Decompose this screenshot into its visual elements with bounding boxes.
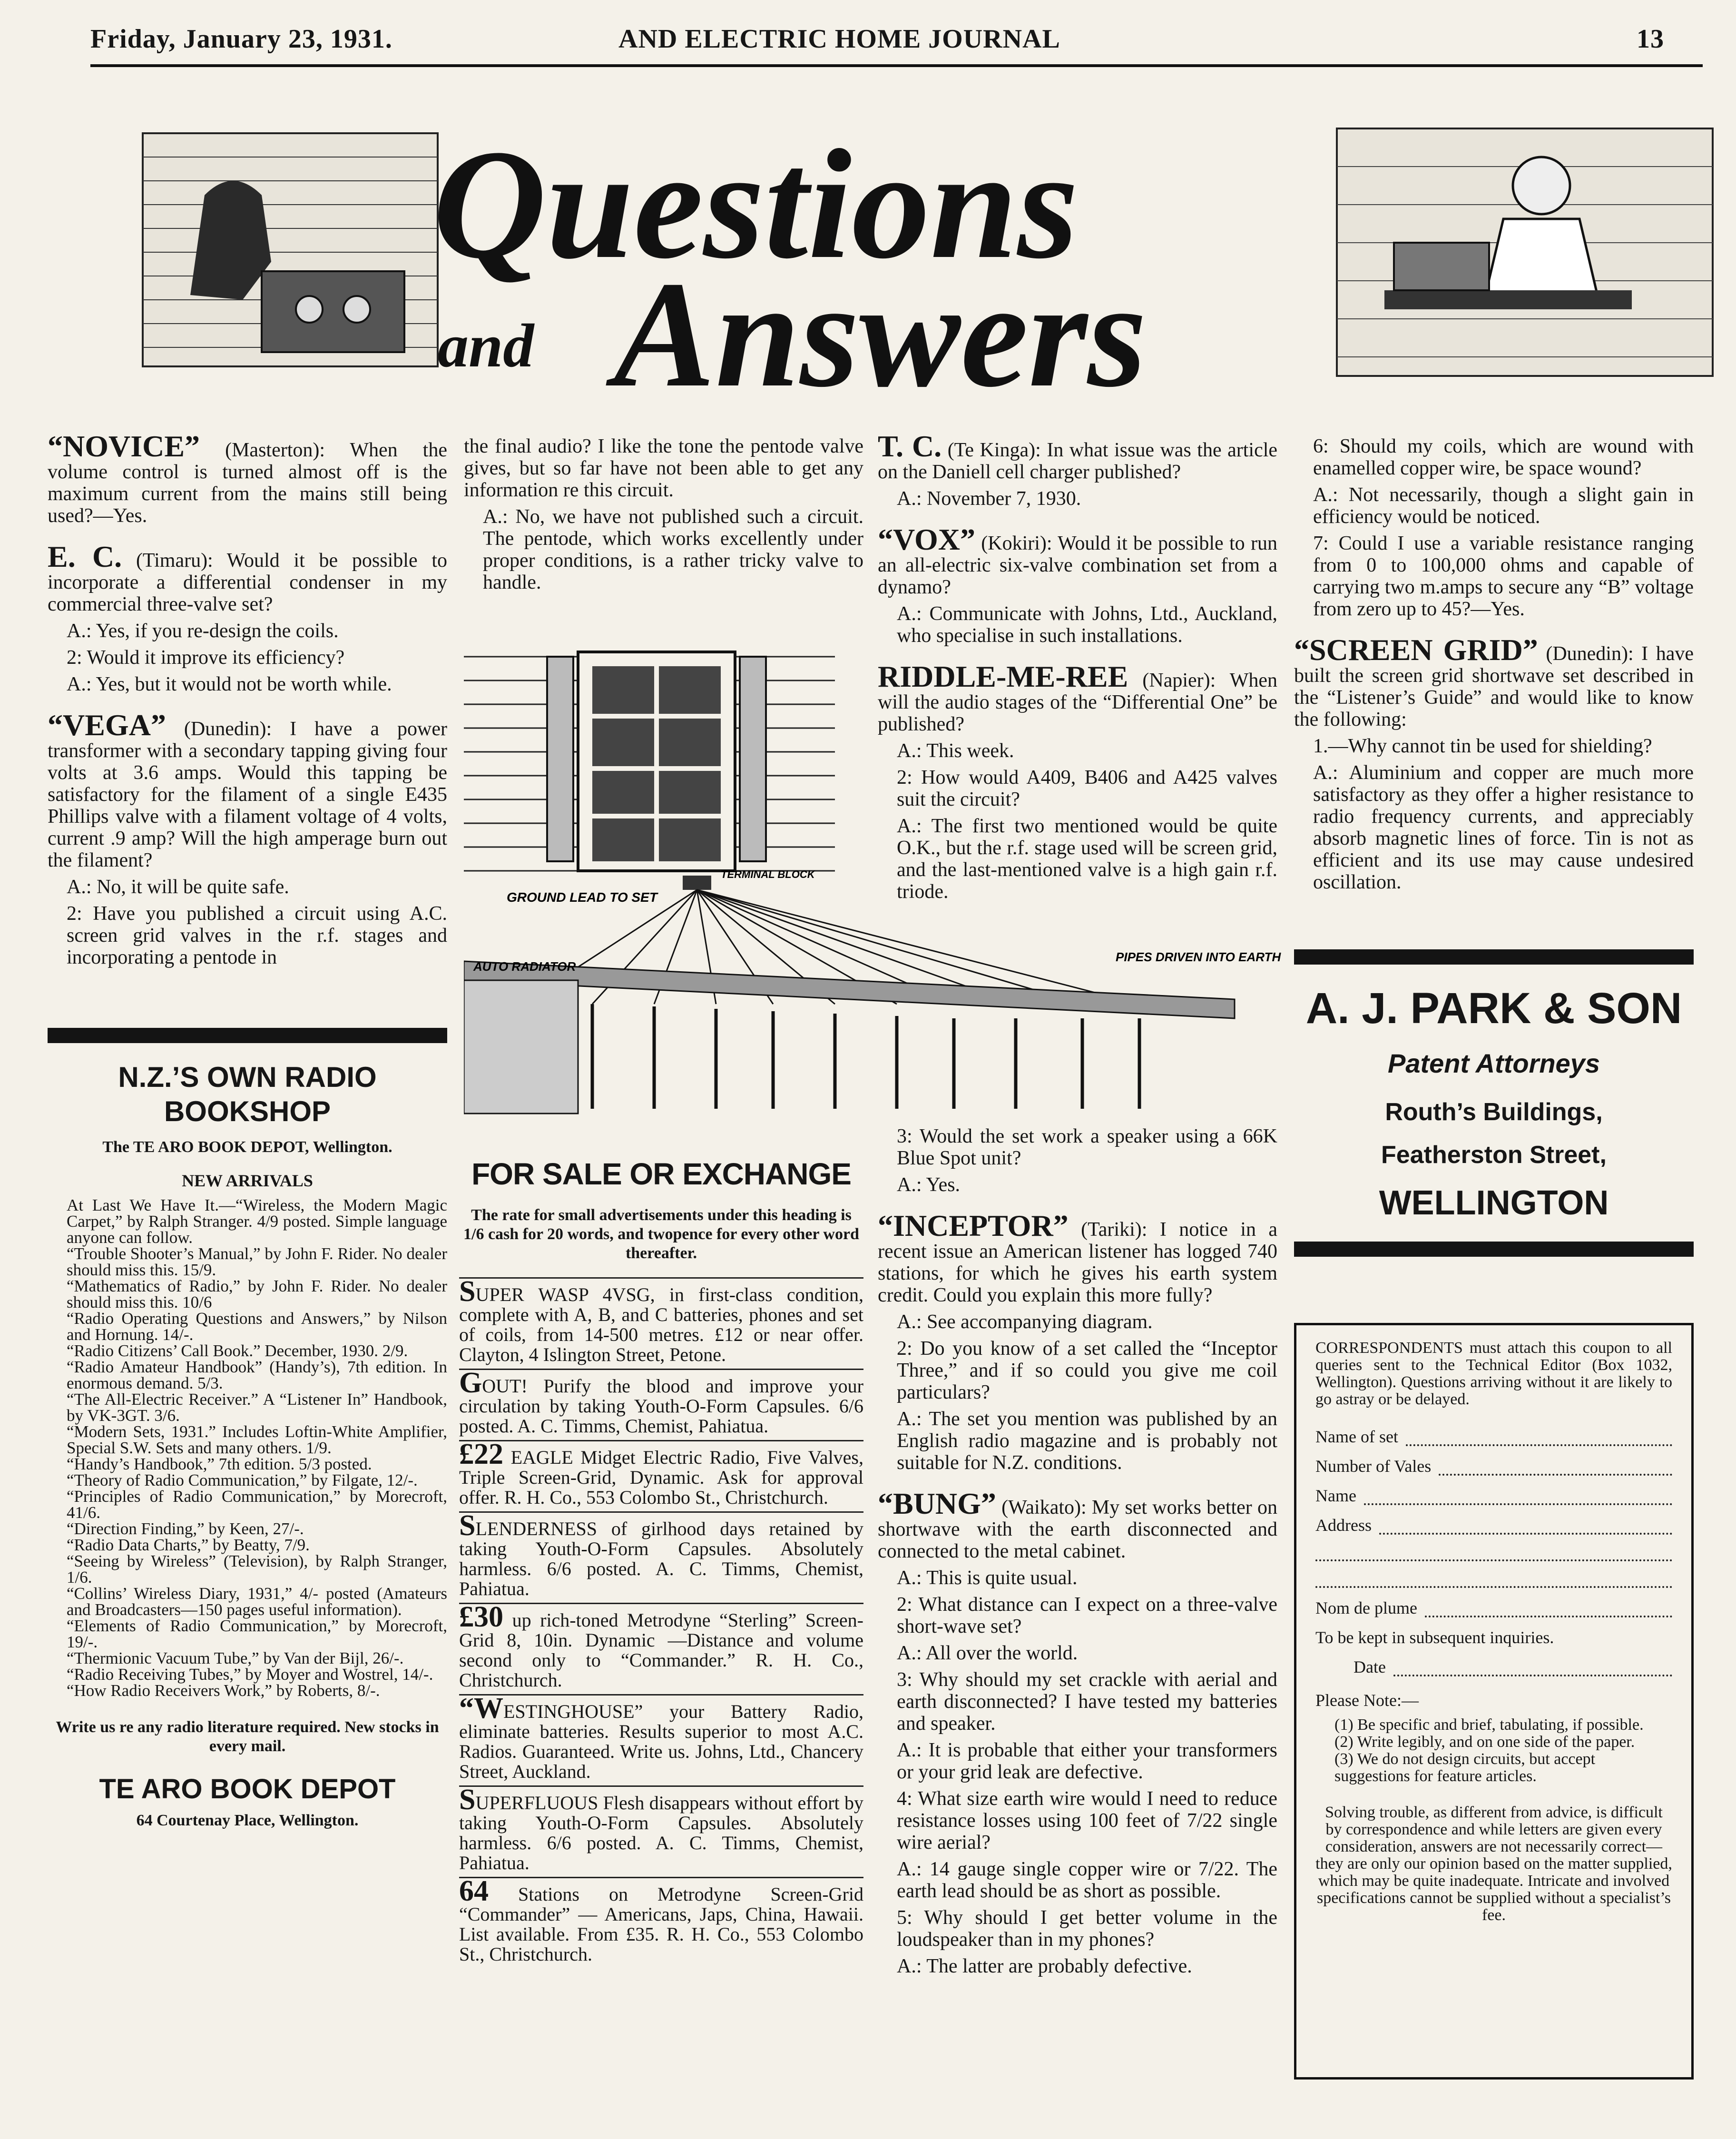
ad-lead: S xyxy=(459,1509,476,1542)
query-novice-text: (Masterton): When the volume control is turned almost off is the maximum current from the mains still being used?—Yes. xyxy=(48,439,447,527)
book-item: “Principles of Radio Communication,” by Morecroft, 41/6. xyxy=(67,1487,447,1522)
ad-text: EAGLE Midget Electric Radio, Five Valves, Triple Screen-Grid, Dynamic. Ask for approval offer. R. H. Co., 553 Colombo St., Christchurch. xyxy=(459,1447,863,1508)
coupon-field-plume[interactable] xyxy=(1425,1601,1672,1617)
classified-ad xyxy=(459,1440,863,1511)
coupon-label-address: Address xyxy=(1315,1516,1372,1535)
park-role: Patent Attorneys xyxy=(1387,1048,1600,1078)
coupon-field-address-3[interactable] xyxy=(1315,1572,1672,1588)
column-3-top xyxy=(878,429,1278,907)
query-inceptor-answer-1: A.: See accompanying diagram. xyxy=(897,1311,1153,1333)
query-inceptor-answer-2: A.: The set you mention was published by an English radio magazine and is probably not suitable for N.Z. conditions. xyxy=(897,1408,1277,1474)
bookshop-subtitle: The TE ARO BOOK DEPOT, Wellington. xyxy=(102,1138,392,1156)
bookshop-footer-note: Write us re any radio literature required. New stocks in every mail. xyxy=(56,1718,439,1755)
depot-name: TE ARO BOOK DEPOT xyxy=(99,1774,396,1804)
coupon-field-name[interactable] xyxy=(1364,1489,1672,1505)
vega-continuation: the final audio? I like the tone the pentode valve gives, but so far have not been able to get any information re this circuit. xyxy=(464,435,863,501)
terminal-block xyxy=(683,876,711,890)
page-number: 13 xyxy=(1637,24,1664,54)
depot-address: 64 Courtenay Place, Wellington. xyxy=(136,1812,359,1829)
banner-title-answers: Answers xyxy=(614,250,1147,404)
book-item: “Seeing by Wireless” (Television), by Ralph Stranger, 1/6. xyxy=(67,1552,447,1587)
park-city: WELLINGTON xyxy=(1379,1184,1609,1222)
query-bung-answer-5: A.: The latter are probably defective. xyxy=(897,1955,1192,1977)
book-item: “Radio Receiving Tubes,” by Moyer and Wostrel, 14/-. xyxy=(67,1665,433,1684)
park-bottom-bar xyxy=(1294,1242,1694,1257)
classified-ad xyxy=(459,1277,863,1369)
coupon-please-note: Please Note:— xyxy=(1315,1691,1419,1710)
query-vega-answer-1: A.: No, it will be quite safe. xyxy=(67,876,289,898)
radio-listener-illustration xyxy=(143,133,438,366)
query-vox-text: (Kokiri): Would it be possible to run an all-electric six-valve combination set from a dynamo? xyxy=(878,532,1277,598)
ad-text: ESTINGHOUSE” your Battery Radio, eliminate batteries. Results superior to most A.C. Radios. Guaranteed. Write us. Johns, Ltd., Chancery Street, Auckland. xyxy=(459,1701,863,1782)
query-vox-answer: A.: Communicate with Johns, Ltd., Auckland, who specialise in such installations. xyxy=(897,603,1277,647)
coupon-field-address[interactable] xyxy=(1379,1518,1672,1535)
park-building: Routh’s Buildings, xyxy=(1385,1098,1603,1126)
ad-text: up rich-toned Metrodyne “Sterling” Screen-Grid 8, 10in. Dynamic —Distance and volume second only to “Commander.” R. H. Co., Christchurch. xyxy=(459,1609,863,1691)
ad-text: Stations on Metrodyne Screen-Grid “Commander” — Americans, Japs, China, Hawaii. List available. From £35. R. H. Co., 553 Colombo St., Christchurch. xyxy=(459,1883,863,1965)
new-arrivals-heading: NEW ARRIVALS xyxy=(182,1171,313,1190)
classified-ad xyxy=(459,1877,863,1968)
column-2 xyxy=(464,435,863,598)
query-tc-text: (Te Kinga): In what issue was the article on the Daniell cell charger published? xyxy=(878,439,1278,483)
query-ec-name: E. C. xyxy=(48,540,122,573)
coupon-field-date[interactable] xyxy=(1393,1660,1672,1676)
coupon-label-date: Date xyxy=(1353,1657,1386,1676)
label-pipes: PIPES DRIVEN INTO EARTH xyxy=(1116,950,1281,964)
ad-lead: 64 xyxy=(459,1875,489,1907)
book-item: “Thermionic Vacuum Tube,” by Van der Bijl, 26/-. xyxy=(67,1649,404,1667)
query-bung-answer-4: A.: 14 gauge single copper wire or 7/22. The earth lead should be as short as possible. xyxy=(897,1858,1277,1902)
banner-title-and: and xyxy=(438,312,534,380)
banner-title-questions: Questions xyxy=(433,118,1079,291)
coupon-label-name: Name xyxy=(1315,1486,1356,1505)
label-terminal-block: TERMINAL BLOCK xyxy=(721,868,815,880)
query-bung-text: (Waikato): My set works better on shortwave with the earth disconnected and connected to the metal cabinet. xyxy=(878,1497,1278,1562)
book-item: “Radio Operating Questions and Answers,” by Nilson and Hornung. 14/-. xyxy=(67,1309,447,1344)
bookshop-title: N.Z.’S OWN RADIO BOOKSHOP xyxy=(118,1061,377,1127)
questions-answers-banner xyxy=(138,100,1717,404)
park-name: A. J. PARK & SON xyxy=(1305,984,1682,1033)
park-street: Featherston Street, xyxy=(1381,1141,1607,1169)
book-item: “Trouble Shooter’s Manual,” by John F. Rider. No dealer should miss this. 15/9. xyxy=(67,1244,447,1279)
query-inceptor-text: (Tariki): I notice in a recent issue an American listener has logged 740 stations, for which he gives his earth system credit. Could you explain this more fully? xyxy=(878,1219,1278,1306)
book-item: “Mathematics of Radio,” by John F. Rider. No dealer should miss this. 10/6 xyxy=(67,1277,447,1311)
ad-text: LENDERNESS of girlhood days retained by taking Youth-O-Form Capsules. Absolutely harmless. 6/6 posted. A. C. Timms, Chemist, Pahiatua. xyxy=(459,1518,863,1599)
query-bung-answer-1: A.: This is quite usual. xyxy=(897,1567,1078,1589)
classified-ad xyxy=(459,1603,863,1694)
query-riddle-name: RIDDLE-ME-REE xyxy=(878,660,1128,693)
coupon-plume-note: To be kept in subsequent inquiries. xyxy=(1315,1628,1554,1647)
query-bung-question-2: 2: What distance can I expect on a three-valve short-wave set? xyxy=(897,1594,1277,1637)
coupon-note-item: (1) Be specific and brief, tabulating, if possible. xyxy=(1334,1716,1644,1734)
query-bung-answer-3: A.: It is probable that either your transformers or your grid leak are defective. xyxy=(897,1739,1277,1783)
query-screen-grid-answer-1: A.: Aluminium and copper are much more satisfactory as they offer a higher resistance to radio frequency currents, and appreciably absorb magnetic lines of force. Tin is not as efficient and its use may cause undesired oscillation. xyxy=(1313,762,1694,893)
query-riddle-answer-1: A.: This week. xyxy=(897,740,1014,762)
query-vox-name: “VOX” xyxy=(878,522,975,556)
query-screen-grid-name: “SCREEN GRID” xyxy=(1294,633,1538,667)
correspondents-coupon xyxy=(1294,1323,1694,2080)
shutter-right xyxy=(740,657,766,861)
query-riddle-answer-2: A.: The first two mentioned would be quite O.K., but the r.f. stage used will be screen grid, and the last-mentioned valve is a high gain r.f. triode. xyxy=(897,815,1277,903)
q7: 7: Could I use a variable resistance ranging from 0 to 100,000 ohms and capable of carrying two m.amps to secure any “B” voltage from zero up to 45?—Yes. xyxy=(1313,532,1694,620)
technician-illustration xyxy=(1337,128,1713,376)
header-title: AND ELECTRIC HOME JOURNAL xyxy=(618,24,1060,54)
book-item: “Elements of Radio Communication,” by Morecroft, 19/-. xyxy=(67,1617,447,1651)
coupon-footer: Solving trouble, as different from advice, is difficult by correspondence and while letters are given every consideration, answers are not necessarily correct—they are only our opinion based on the matter supplied, which may be quite inadequate. Intricate and involved specifications cannot be supplied without a specialist’s fee. xyxy=(1315,1804,1672,1924)
classified-ad xyxy=(459,1511,863,1603)
column-1 xyxy=(48,429,448,973)
ad-text: OUT! Purify the blood and improve your circulation by taking Youth-O-Form Capsules. 6/6 posted. A. C. Timms, Chemist, Pahiatua. xyxy=(459,1375,863,1437)
book-item: At Last We Have It.—“Wireless, the Modern Magic Carpet,” by Ralph Stranger. 4/9 posted. Simple language anyone can follow. xyxy=(67,1196,447,1247)
query-vega-question-2: 2: Have you published a circuit using A.C. screen grid valves in the r.f. stages and incorporating a pentode in xyxy=(67,903,447,968)
query-riddle-question-3: 3: Would the set work a speaker using a 66K Blue Spot unit? xyxy=(897,1125,1277,1169)
label-ground-lead: GROUND LEAD TO SET xyxy=(507,890,657,905)
coupon-label-valves: Number of Vales xyxy=(1315,1457,1432,1476)
for-sale-title: FOR SALE OR EXCHANGE xyxy=(471,1157,851,1191)
query-riddle-question-2: 2: How would A409, B406 and A425 valves suit the circuit? xyxy=(897,767,1277,810)
query-riddle-answer-3: A.: Yes. xyxy=(897,1174,961,1196)
query-ec-answer-1: A.: Yes, if you re-design the coils. xyxy=(67,620,339,642)
header-date: Friday, January 23, 1931. xyxy=(90,24,392,54)
book-item: “Direction Finding,” by Keen, 27/-. xyxy=(67,1519,304,1538)
query-tc-name: T. C. xyxy=(878,429,942,463)
classified-ad xyxy=(459,1785,863,1877)
label-auto-radiator: AUTO RADIATOR xyxy=(473,959,576,974)
query-vega-name: “VEGA” xyxy=(48,708,166,742)
coupon-intro: CORRESPONDENTS must attach this coupon to all queries sent to the Technical Editor (Box 1032, Wellington). Questions arriving without it are likely to go astray or be delayed. xyxy=(1315,1339,1672,1408)
query-bung-question-3: 3: Why should my set crackle with aerial and earth disconnected? I have tested my batteries and speaker. xyxy=(897,1669,1277,1735)
query-bung-question-4: 4: What size earth wire would I need to reduce resistance losses using 100 feet of 7/22 single wire aerial? xyxy=(897,1788,1277,1853)
for-sale-rate-note: The rate for small advertisements under this heading is 1/6 cash for 20 words, and twopence for every other word thereafter. xyxy=(463,1206,859,1262)
park-advert xyxy=(1294,949,1694,1257)
book-item: “Radio Citizens’ Call Book.” December, 1930. 2/9. xyxy=(67,1341,408,1360)
query-ec-answer-2: A.: Yes, but it would not be worth while. xyxy=(67,673,392,695)
a6: A.: Not necessarily, though a slight gain in efficiency would be noticed. xyxy=(1313,484,1694,528)
query-inceptor-name: “INCEPTOR” xyxy=(878,1209,1069,1242)
coupon-field-address-2[interactable] xyxy=(1315,1545,1672,1561)
ad-lead: £22 xyxy=(459,1438,503,1470)
coupon-label-set: Name of set xyxy=(1315,1427,1398,1446)
header-rule xyxy=(90,64,1703,67)
book-item: “Collins’ Wireless Diary, 1931,” 4/- posted (Amateurs and Broadcasters—150 pages useful information). xyxy=(67,1584,447,1619)
query-riddle-text: (Napier): When will the audio stages of the “Differential One” be published? xyxy=(878,670,1277,735)
ad-text: UPER WASP 4VSG, in first-class condition, complete with A, B, and C batteries, phones and set of coils, from 14-500 metres. £12 or near offer. Clayton, 4 Islington Street, Petone. xyxy=(459,1284,863,1365)
query-screen-grid-text: (Dunedin): I have built the screen grid shortwave set described in the “Listener’s Guide” and would like to know the following: xyxy=(1294,643,1694,730)
query-screen-grid-question-1: 1.—Why cannot tin be used for shielding? xyxy=(1313,735,1652,757)
column-3-bottom xyxy=(878,1125,1277,1982)
query-ec-question-2: 2: Would it improve its efficiency? xyxy=(67,647,345,669)
ground-surface xyxy=(464,961,1235,1018)
query-bung-name: “BUNG” xyxy=(878,1487,996,1520)
q6: 6: Should my coils, which are wound with enamelled copper wire, be space wound? xyxy=(1313,435,1694,479)
ad-lead: £30 xyxy=(459,1601,503,1633)
auto-radiator xyxy=(464,980,578,1114)
coupon-field-valves[interactable] xyxy=(1439,1459,1672,1476)
query-vega-text: (Dunedin): I have a power transformer with a secondary tapping giving four volts at 3.6 amps. Would this tapping be satisfactory for the filament of a single E435 Phillips valve with a filament voltage of 4 volts, current .9 amp? Will the high amperage burn out the filament? xyxy=(48,718,448,871)
column-4 xyxy=(1294,435,1694,898)
book-item: “Handy’s Handbook,” 7th edition. 5/3 posted. xyxy=(67,1455,372,1473)
ad-lead: G xyxy=(459,1367,482,1399)
classified-ad xyxy=(459,1369,863,1440)
bookshop-advert xyxy=(48,1028,447,1830)
book-item: “Theory of Radio Communication,” by Filgate, 12/-. xyxy=(67,1471,418,1489)
coupon-note-item: (3) We do not design circuits, but accept suggestions for feature articles. xyxy=(1334,1750,1596,1785)
bookshop-top-bar xyxy=(48,1028,447,1043)
classified-ad xyxy=(459,1694,863,1785)
ad-lead: S xyxy=(459,1275,476,1308)
query-bung-question-5: 5: Why should I get better volume in the loudspeaker than in my phones? xyxy=(897,1907,1277,1951)
shutter-left xyxy=(547,657,573,861)
query-inceptor-question-2: 2: Do you know of a set called the “Inceptor Three,” and if so could you give me coil particulars? xyxy=(897,1338,1277,1403)
book-item: “Radio Data Charts,” by Beatty, 7/9. xyxy=(67,1536,310,1554)
query-ec-text: (Timaru): Would it be possible to incorporate a differential condenser in my commercial three-valve set? xyxy=(48,550,448,615)
vega-answer-2: A.: No, we have not published such a circuit. The pentode, which works excellently under proper conditions, is a rather tricky valve to handle. xyxy=(483,506,863,593)
query-tc-answer: A.: November 7, 1930. xyxy=(897,488,1081,510)
earth-pipes xyxy=(592,1004,1139,1109)
park-top-bar xyxy=(1294,949,1694,965)
book-item: “How Radio Receivers Work,” by Roberts, 8/-. xyxy=(67,1681,380,1700)
query-novice-name: “NOVICE” xyxy=(48,429,200,463)
ad-lead: S xyxy=(459,1784,476,1816)
ad-text: UPERFLUOUS Flesh disappears without effort by taking Youth-O-Form Capsules. Absolutely harmless. 6/6 posted. A. C. Timms, Chemist, Pahiatua. xyxy=(459,1792,863,1873)
query-bung-answer-2: A.: All over the world. xyxy=(897,1642,1078,1664)
coupon-field-set[interactable] xyxy=(1406,1430,1672,1446)
book-item: “Radio Amateur Handbook” (Handy’s), 7th edition. In enormous demand. 5/3. xyxy=(67,1358,447,1392)
coupon-note-item: (2) Write legibly, and on one side of the paper. xyxy=(1334,1733,1635,1751)
book-list xyxy=(48,1197,447,1699)
for-sale-section xyxy=(459,1156,863,1968)
ad-lead: “W xyxy=(459,1692,503,1725)
book-item: “Modern Sets, 1931.” Includes Loftin-White Amplifier, Special S.W. Sets and many others. 1/9. xyxy=(67,1422,447,1457)
coupon-label-plume: Nom de plume xyxy=(1315,1598,1417,1617)
book-item: “The All-Electric Receiver.” A “Listener In” Handbook, by VK-3GT. 3/6. xyxy=(67,1390,447,1425)
